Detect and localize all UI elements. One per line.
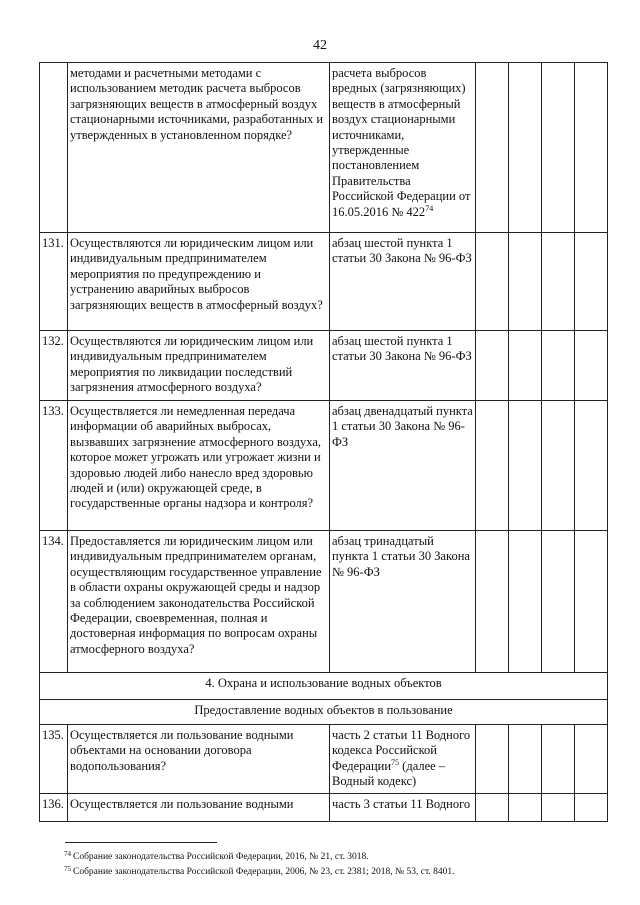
answer-no-cell[interactable] (509, 531, 542, 673)
reference-cell (330, 725, 476, 794)
question-cell: Осуществляется ли немедленная передача информации об аварийных выбросах, вызвавших загрязнение атмосферного воздуха, которое может угрожать или угрожает жизни и здоровью людей либо нанесло вред здоровью людей и (или) окружающей среде, в государственные органы надзора и контроля? (68, 401, 330, 531)
question-cell: Осуществляется ли пользование водными (68, 793, 330, 821)
row-number (40, 63, 68, 233)
answer-yes-cell[interactable] (476, 63, 509, 233)
question-cell: Осуществляется ли пользование водными объектами на основании договора водопользования? (68, 725, 330, 794)
reference-cell: абзац шестой пункта 1 статьи 30 Закона № 96-ФЗ (330, 331, 476, 401)
checklist-table (39, 62, 608, 822)
answer-na-cell[interactable] (542, 793, 575, 821)
answer-na-cell[interactable] (542, 233, 575, 331)
table-row (40, 725, 608, 794)
footnote-text: Собрание законодательства Российской Федерации, 2016, № 21, ст. 3018. (73, 852, 369, 862)
row-number: 135. (40, 725, 68, 794)
answer-no-cell[interactable] (509, 725, 542, 794)
row-number: 133. (40, 401, 68, 531)
page-number: 42 (313, 38, 327, 53)
answer-note-cell[interactable] (575, 63, 608, 233)
answer-no-cell[interactable] (509, 63, 542, 233)
footnote-mark: 75 (391, 757, 400, 767)
answer-note-cell[interactable] (575, 331, 608, 401)
row-number: 132. (40, 331, 68, 401)
answer-yes-cell[interactable] (476, 725, 509, 794)
reference-text: часть 2 статьи 11 Водного кодекса Российской Федерации (332, 728, 471, 773)
question-cell: Предоставляется ли юридическим лицом или индивидуальным предпринимателем органам, осуществляющим государственное управление в области охраны окружающей среды и надзор за соблюдением законодательства Российской Федерации, своевременная, полная и достоверная информация по вопросам охраны атмосферного воздуха? (68, 531, 330, 673)
reference-cell (330, 63, 476, 233)
answer-note-cell[interactable] (575, 793, 608, 821)
answer-yes-cell[interactable] (476, 793, 509, 821)
answer-yes-cell[interactable] (476, 233, 509, 331)
answer-no-cell[interactable] (509, 233, 542, 331)
subsection-row (40, 700, 608, 725)
answer-yes-cell[interactable] (476, 531, 509, 673)
row-number: 136. (40, 793, 68, 821)
table-row (40, 531, 608, 673)
answer-yes-cell[interactable] (476, 331, 509, 401)
reference-cell: часть 3 статьи 11 Водного (330, 793, 476, 821)
footnote-text: Собрание законодательства Российской Федерации, 2006, № 23, ст. 2381; 2018, № 53, ст. 8401. (73, 867, 455, 877)
table-row (40, 331, 608, 401)
question-cell: Осуществляются ли юридическим лицом или индивидуальным предпринимателем мероприятия по предупреждению и устранению аварийных выбросов загрязняющих веществ в атмосферный воздух? (68, 233, 330, 331)
answer-no-cell[interactable] (509, 331, 542, 401)
table-row (40, 793, 608, 821)
answer-note-cell[interactable] (575, 233, 608, 331)
footnote-mark: 75 (64, 865, 71, 873)
reference-cell: абзац двенадцатый пункта 1 статьи 30 Закона № 96-ФЗ (330, 401, 476, 531)
reference-text: расчета выбросов вредных (загрязняющих) веществ в атмосферный воздух стационарными источниками, утвержденные постановлением Правительства Российской Федерации от 16.05.2016 № 422 (332, 66, 471, 219)
answer-no-cell[interactable] (509, 401, 542, 531)
answer-note-cell[interactable] (575, 725, 608, 794)
subsection-title: Предоставление водных объектов в пользование (40, 700, 608, 725)
answer-na-cell[interactable] (542, 331, 575, 401)
answer-na-cell[interactable] (542, 725, 575, 794)
question-cell: методами и расчетными методами с использованием методик расчета выбросов загрязняющих веществ в атмосферный воздух стационарными источниками, разработанных и утвержденных в установленном порядке? (68, 63, 330, 233)
answer-yes-cell[interactable] (476, 401, 509, 531)
answer-na-cell[interactable] (542, 531, 575, 673)
table-row (40, 401, 608, 531)
section-title: 4. Охрана и использование водных объектов (40, 673, 608, 700)
reference-tail: (далее – Водный кодекс) (332, 758, 446, 789)
footnote-mark: 74 (64, 850, 71, 858)
footnote (64, 865, 455, 877)
table-row (40, 233, 608, 331)
footnote-mark: 74 (425, 203, 434, 213)
answer-no-cell[interactable] (509, 793, 542, 821)
footnote (64, 850, 369, 862)
row-number: 134. (40, 531, 68, 673)
reference-cell: абзац шестой пункта 1 статьи 30 Закона № 96-ФЗ (330, 233, 476, 331)
row-number: 131. (40, 233, 68, 331)
reference-cell: абзац тринадцатый пункта 1 статьи 30 Закона № 96-ФЗ (330, 531, 476, 673)
question-cell: Осуществляются ли юридическим лицом или индивидуальным предпринимателем мероприятия по ликвидации последствий загрязнения атмосферного воздуха? (68, 331, 330, 401)
footnote-divider (65, 842, 217, 843)
answer-na-cell[interactable] (542, 401, 575, 531)
answer-na-cell[interactable] (542, 63, 575, 233)
answer-note-cell[interactable] (575, 531, 608, 673)
section-row (40, 673, 608, 700)
answer-note-cell[interactable] (575, 401, 608, 531)
table-row (40, 63, 608, 233)
